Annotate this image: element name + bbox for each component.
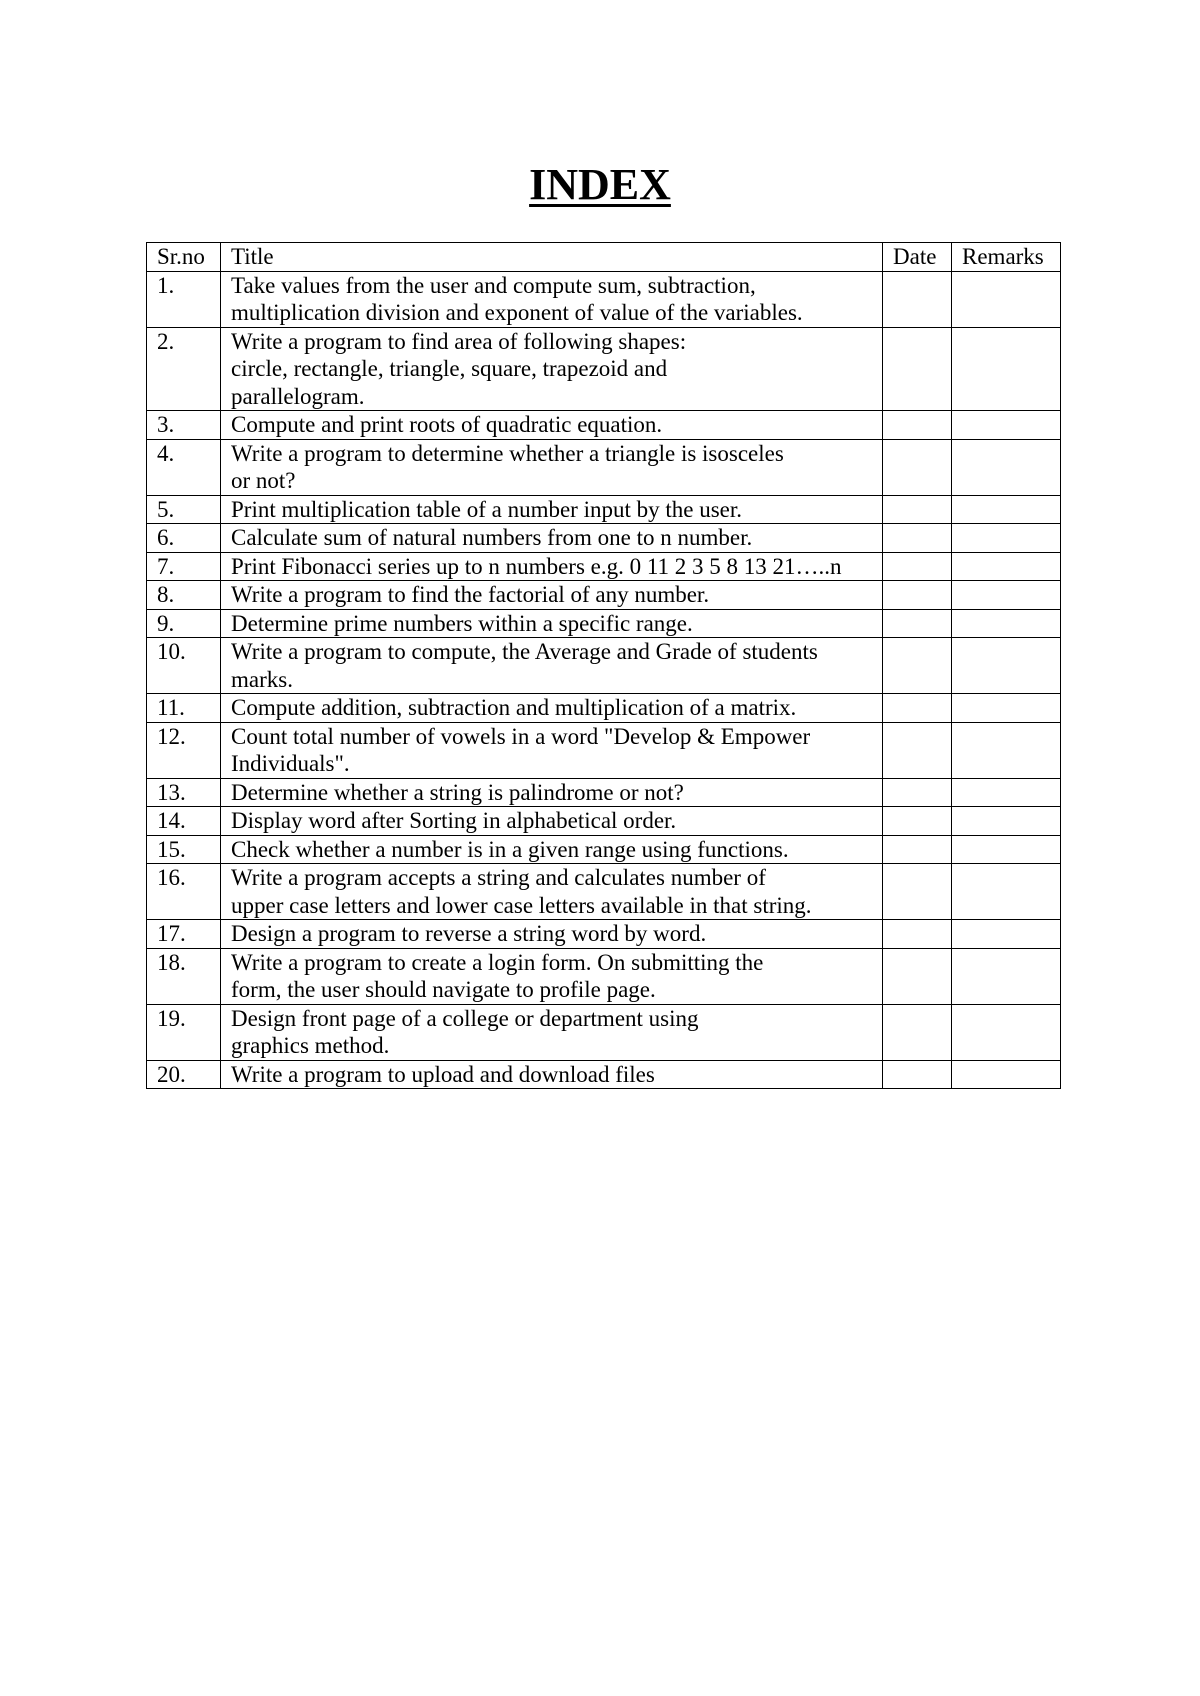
remarks-cell [952, 778, 1061, 807]
title-cell: Write a program accepts a string and calculates number of upper case letters and lower case letters available in that string. [221, 864, 883, 920]
title-cell: Calculate sum of natural numbers from one to n number. [221, 524, 883, 553]
title-cell: Write a program to determine whether a triangle is isosceles or not? [221, 439, 883, 495]
date-cell [883, 609, 952, 638]
srno-cell: 1. [147, 271, 221, 327]
table-row [147, 411, 1061, 440]
date-cell [883, 439, 952, 495]
table-row [147, 495, 1061, 524]
remarks-cell [952, 609, 1061, 638]
srno-cell: 13. [147, 778, 221, 807]
title-cell: Determine whether a string is palindrome or not? [221, 778, 883, 807]
srno-cell: 11. [147, 694, 221, 723]
title-cell: Print Fibonacci series up to n numbers e.g. 0 11 2 3 5 8 13 21…..n [221, 552, 883, 581]
title-cell: Write a program to upload and download files [221, 1060, 883, 1089]
remarks-cell [952, 271, 1061, 327]
title-cell: Take values from the user and compute sum, subtraction, multiplication division and exponent of value of the variables. [221, 271, 883, 327]
title-cell: Display word after Sorting in alphabetical order. [221, 807, 883, 836]
header-date: Date [883, 243, 952, 272]
table-row [147, 1060, 1061, 1089]
table-row [147, 524, 1061, 553]
remarks-cell [952, 327, 1061, 411]
title-cell: Design front page of a college or department using graphics method. [221, 1004, 883, 1060]
srno-cell: 9. [147, 609, 221, 638]
table-row [147, 920, 1061, 949]
table-row [147, 948, 1061, 1004]
table-row [147, 694, 1061, 723]
title-cell: Write a program to compute, the Average and Grade of students marks. [221, 638, 883, 694]
remarks-cell [952, 920, 1061, 949]
date-cell [883, 411, 952, 440]
date-cell [883, 835, 952, 864]
table-header-row [147, 243, 1061, 272]
remarks-cell [952, 1004, 1061, 1060]
srno-cell: 15. [147, 835, 221, 864]
srno-cell: 3. [147, 411, 221, 440]
date-cell [883, 948, 952, 1004]
date-cell [883, 638, 952, 694]
date-cell [883, 271, 952, 327]
table-row [147, 1004, 1061, 1060]
remarks-cell [952, 495, 1061, 524]
table-row [147, 638, 1061, 694]
title-cell: Write a program to find area of following shapes: circle, rectangle, triangle, square, trapezoid and parallelogram. [221, 327, 883, 411]
title-cell: Compute and print roots of quadratic equation. [221, 411, 883, 440]
remarks-cell [952, 638, 1061, 694]
srno-cell: 5. [147, 495, 221, 524]
date-cell [883, 495, 952, 524]
title-cell: Count total number of vowels in a word "Develop & Empower Individuals". [221, 722, 883, 778]
remarks-cell [952, 722, 1061, 778]
date-cell [883, 1004, 952, 1060]
header-srno: Sr.no [147, 243, 221, 272]
date-cell [883, 694, 952, 723]
date-cell [883, 864, 952, 920]
remarks-cell [952, 552, 1061, 581]
srno-cell: 8. [147, 581, 221, 610]
srno-cell: 4. [147, 439, 221, 495]
remarks-cell [952, 439, 1061, 495]
title-cell: Print multiplication table of a number input by the user. [221, 495, 883, 524]
table-row [147, 581, 1061, 610]
srno-cell: 17. [147, 920, 221, 949]
title-cell: Write a program to find the factorial of any number. [221, 581, 883, 610]
date-cell [883, 1060, 952, 1089]
date-cell [883, 524, 952, 553]
srno-cell: 2. [147, 327, 221, 411]
table-row [147, 327, 1061, 411]
srno-cell: 19. [147, 1004, 221, 1060]
date-cell [883, 722, 952, 778]
date-cell [883, 920, 952, 949]
date-cell [883, 327, 952, 411]
remarks-cell [952, 524, 1061, 553]
title-cell: Check whether a number is in a given range using functions. [221, 835, 883, 864]
title-cell: Determine prime numbers within a specific range. [221, 609, 883, 638]
srno-cell: 12. [147, 722, 221, 778]
remarks-cell [952, 948, 1061, 1004]
header-title: Title [221, 243, 883, 272]
srno-cell: 16. [147, 864, 221, 920]
title-cell: Design a program to reverse a string word by word. [221, 920, 883, 949]
table-row [147, 271, 1061, 327]
srno-cell: 14. [147, 807, 221, 836]
srno-cell: 18. [147, 948, 221, 1004]
date-cell [883, 581, 952, 610]
index-table [146, 242, 1061, 1089]
table-row [147, 835, 1061, 864]
table-row [147, 807, 1061, 836]
date-cell [883, 807, 952, 836]
title-cell: Write a program to create a login form. On submitting the form, the user should navigate to profile page. [221, 948, 883, 1004]
date-cell [883, 552, 952, 581]
table-row [147, 439, 1061, 495]
title-cell: Compute addition, subtraction and multiplication of a matrix. [221, 694, 883, 723]
srno-cell: 10. [147, 638, 221, 694]
srno-cell: 6. [147, 524, 221, 553]
remarks-cell [952, 411, 1061, 440]
page-title: INDEX [529, 160, 671, 209]
table-row [147, 778, 1061, 807]
remarks-cell [952, 694, 1061, 723]
table-row [147, 609, 1061, 638]
srno-cell: 7. [147, 552, 221, 581]
remarks-cell [952, 807, 1061, 836]
table-row [147, 552, 1061, 581]
remarks-cell [952, 835, 1061, 864]
date-cell [883, 778, 952, 807]
srno-cell: 20. [147, 1060, 221, 1089]
table-row [147, 864, 1061, 920]
header-remarks: Remarks [952, 243, 1061, 272]
remarks-cell [952, 581, 1061, 610]
table-row [147, 722, 1061, 778]
remarks-cell [952, 864, 1061, 920]
remarks-cell [952, 1060, 1061, 1089]
